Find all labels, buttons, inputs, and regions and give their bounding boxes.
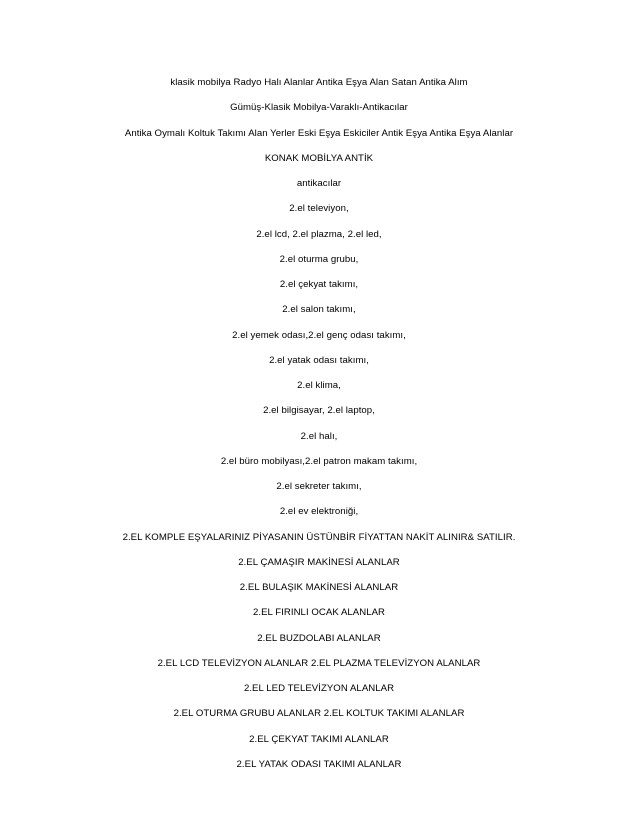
text-line: 2.el televiyon, [289, 203, 349, 215]
text-line: 2.el sekreter takımı, [276, 481, 362, 492]
text-line: 2.EL LCD TELEVİZYON ALANLAR 2.EL PLAZMA TELEVİZYON ALANLAR [157, 657, 481, 669]
text-line: 2.EL KOMPLE EŞYALARINIZ PİYASANIN ÜSTÜNBİR FİYATTAN NAKİT ALINIR& SATILIR. [122, 531, 516, 543]
text-line: 2.el klima, [297, 380, 341, 391]
text-line: 2.el ev elektroniği, [279, 506, 359, 518]
text-line: KONAK MOBİLYA ANTİK [264, 152, 374, 164]
text-line: Gümüş-Klasik Mobilya-Varaklı-Antikacılar [230, 102, 408, 114]
text-line: 2.el büro mobilyası,2.el patron makam takımı, [220, 455, 418, 467]
text-line: 2.EL ÇEKYAT TAKIMI ALANLAR [249, 733, 389, 745]
text-line: antikacılar [296, 178, 342, 189]
text-line: 2.el halı, [300, 430, 338, 442]
text-line: 2.EL FIRINLI OCAK ALANLAR [252, 607, 386, 619]
text-line: 2.EL ÇAMAŞIR MAKİNESİ ALANLAR [238, 556, 400, 568]
text-line: klasik mobilya Radyo Halı Alanlar Antika Eşya Alan Satan Antika Alım [170, 77, 468, 88]
text-line: 2.el oturma grubu, [279, 253, 359, 265]
text-line: 2.EL OTURMA GRUBU ALANLAR 2.EL KOLTUK TAKIMI ALANLAR [173, 708, 465, 720]
text-line: 2.EL BULAŞIK MAKİNESİ ALANLAR [239, 582, 399, 593]
text-line: 2.el lcd, 2.el plazma, 2.el led, [256, 228, 382, 240]
document-text-lines [0, 70, 638, 777]
text-line: 2.EL BUZDOLABI ALANLAR [257, 632, 381, 644]
text-line: 2.el bilgisayar, 2.el laptop, [263, 405, 375, 417]
text-line: 2.el çekyat takımı, [279, 279, 359, 290]
text-line: 2.EL YATAK ODASI TAKIMI ALANLAR [236, 758, 402, 770]
text-line: 2.el salon takımı, [282, 304, 356, 316]
text-line: 2.el yatak odası takımı, [269, 354, 369, 366]
text-line: Antika Oymalı Koltuk Takımı Alan Yerler Eski Eşya Eskiciler Antik Eşya Antika Eşya Alanlar [124, 127, 514, 139]
text-line: 2.EL LED TELEVİZYON ALANLAR [243, 683, 395, 694]
text-line: 2.el yemek odası,2.el genç odası takımı, [232, 329, 406, 341]
